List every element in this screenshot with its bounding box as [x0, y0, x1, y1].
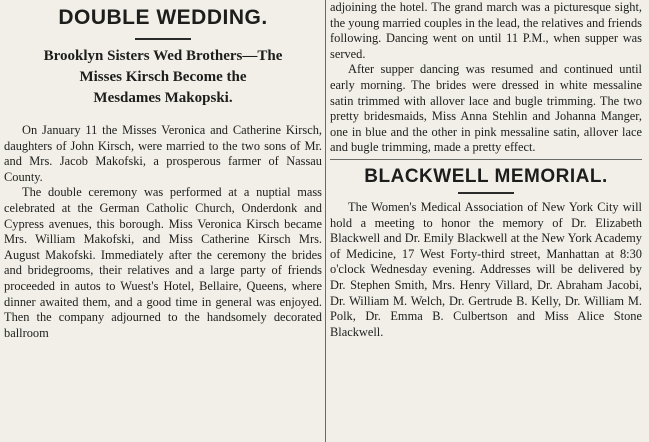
- wedding-continuation: adjoining the hotel. The grand march was a picturesque sight, the young married couples in the lead, the relatives and friends following. Dancing went on until 11 P.M., when supper was served.: [330, 0, 642, 61]
- subhead-line-2: Misses Kirsch Become the: [79, 69, 247, 85]
- wedding-paragraph-1: On January 11 the Misses Veronica and Catherine Kirsch, daughters of John Kirsch, were married to the two sons of Mr. and Mrs. Jacob Makofski, a prosperous farmer of Nassau County.: [4, 123, 322, 184]
- headline-rule: [135, 38, 191, 40]
- subhead-line-3: Mesdames Makopski.: [93, 90, 233, 106]
- memorial-paragraph: The Women's Medical Association of New York City will hold a meeting to honor the memory of Dr. Elizabeth Blackwell and Dr. Emily Blackwell at the New York Academy of Medicine, 17 West Forty-third street, Manhattan at 8:30 o'clock Wednesday evening. Addresses will be delivered by Dr. Stephen Smith, Mrs. Henry Villard, Dr. Abraham Jacobi, Dr. William M. Welch, Dr. Gertrude B. Kelly, Dr. William M. Polk, Dr. Emma B. Culbertson and Miss Alice Stone Blackwell.: [330, 199, 642, 339]
- subhead-line-1: Brooklyn Sisters Wed Brothers—The: [43, 48, 283, 64]
- memorial-headline-rule: [458, 192, 514, 194]
- left-column: [4, 0, 322, 341]
- wedding-paragraph-3: After supper dancing was resumed and continued until early morning. The brides were dressed in white messaline satin trimmed with allover lace and bugle trimming. The two pretty bridesmaids, Miss Anna Stehlin and Johanna Manger, one in blue and the other in pink messaline satin, allover lace and bugle trimming, made a pretty effect.: [330, 62, 642, 155]
- headline-blackwell-memorial: BLACKWELL MEMORIAL.: [364, 165, 608, 187]
- headline-double-wedding: DOUBLE WEDDING.: [58, 6, 268, 29]
- wedding-paragraph-2: The double ceremony was performed at a nuptial mass celebrated at the German Catholic Church, Onderdonk and Cypress avenues, this borough. Miss Veronica Kirsch became Mrs. William Makofski, and Miss Catherine Kirsch Mrs. August Makofski. Immediately after the ceremony the brides and bridegrooms, their relatives and a large party of friends proceeded in autos to Wuest's Hotel, Bellaire, Queens, where dinner awaited them, and a good time in general was enjoyed. Then the company adjourned to the handsomely decorated ballroom: [4, 185, 322, 340]
- subheadline: [4, 46, 322, 109]
- column-divider: [325, 0, 326, 442]
- right-column: [330, 0, 642, 340]
- article-divider: [330, 159, 642, 160]
